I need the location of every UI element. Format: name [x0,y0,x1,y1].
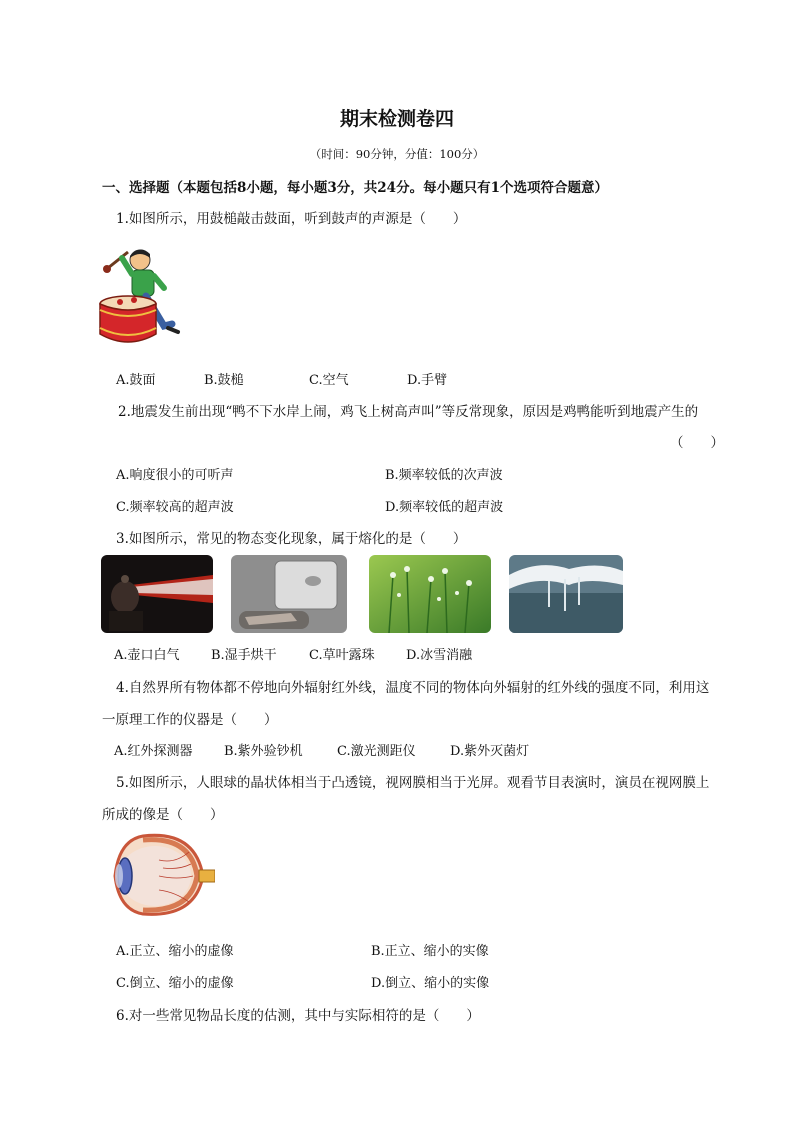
q4-option-a[interactable]: A.红外探测器 [114,744,193,759]
page-subtitle: （时间：90分钟，分值：100分） [309,147,485,161]
question-6-stem: 6.对一些常见物品长度的估测，其中与实际相符的是（ ） [116,1008,480,1024]
q4-option-b[interactable]: B.紫外验钞机 [224,744,303,759]
q2-option-b[interactable]: B.频率较低的次声波 [385,468,503,483]
q3-option-d[interactable]: D.冰雪消融 [406,648,473,663]
q4-option-c[interactable]: C.激光测距仪 [337,744,416,759]
q5-option-b[interactable]: B.正立、缩小的实像 [371,944,489,959]
question-2-bracket: （ ） [670,435,724,451]
q2-option-d[interactable]: D.频率较低的超声波 [385,500,504,515]
grass-dew-photo [369,555,491,633]
q1-option-c[interactable]: C.空气 [309,373,349,388]
question-4-stem-line1: 4.自然界所有物体都不停地向外辐射红外线，温度不同的物体向外辐射的红外线的强度不同，利用这 [116,680,710,696]
page-title: 期末检测卷四 [339,108,454,130]
kettle-steam-photo [101,555,213,633]
question-1-stem: 1.如图所示，用鼓槌敲击鼓面，听到鼓声的声源是（ ） [116,211,467,227]
q4-option-d[interactable]: D.紫外灭菌灯 [450,744,530,759]
eyeball-figure [103,830,215,920]
q1-option-b[interactable]: B.鼓槌 [204,373,244,388]
q3-option-c[interactable]: C.草叶露珠 [309,648,375,663]
q2-option-c[interactable]: C.频率较高的超声波 [116,500,234,515]
question-5-stem-line1: 5.如图所示，人眼球的晶状体相当于凸透镜，视网膜相当于光屏。观看节目表演时，演员在视网膜上 [116,775,710,791]
q5-option-a[interactable]: A.正立、缩小的虚像 [116,944,234,959]
q3-option-a[interactable]: A.壶口白气 [114,648,180,663]
q1-option-d[interactable]: D.手臂 [407,373,448,388]
question-5-stem-line2: 所成的像是（ ） [102,807,224,823]
section-heading: 一、选择题（本题包括8小题，每小题3分，共24分。每小题只有1个选项符合题意） [102,180,608,196]
question-3-stem: 3.如图所示，常见的物态变化现象，属于熔化的是（ ） [116,531,467,547]
q2-option-a[interactable]: A.响度很小的可听声 [116,468,234,483]
snow-melt-photo [509,555,623,633]
q5-option-c[interactable]: C.倒立、缩小的虚像 [116,976,234,991]
q1-option-a[interactable]: A.鼓面 [116,373,156,388]
drum-figure [98,238,182,356]
question-2-stem: 2.地震发生前出现“鸭不下水岸上闹，鸡飞上树高声叫”等反常现象，原因是鸡鸭能听到地震产生的 [118,404,699,420]
hand-dryer-photo [231,555,347,633]
q3-option-b[interactable]: B.湿手烘干 [211,648,277,663]
q5-option-d[interactable]: D.倒立、缩小的实像 [371,976,490,991]
question-4-stem-line2: 一原理工作的仪器是（ ） [102,712,278,728]
